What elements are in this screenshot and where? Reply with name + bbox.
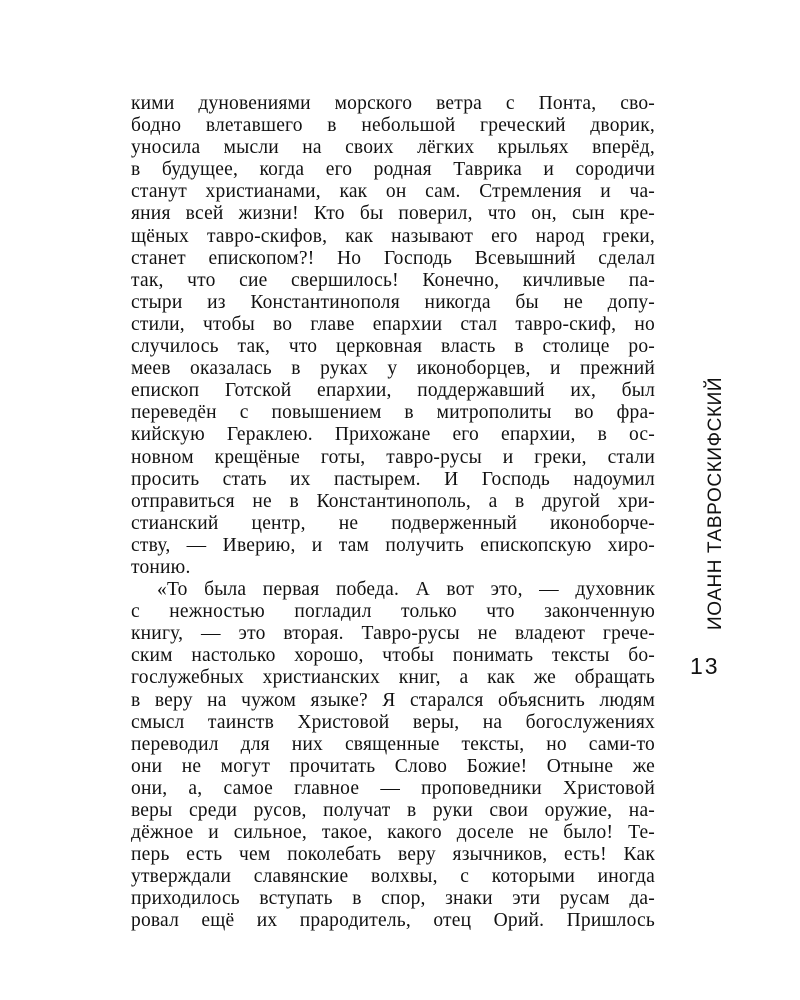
text-line: переводил для них священные тексты, но сами-то	[131, 733, 655, 755]
text-line: уносила мысли на своих лёгких крыльях вперёд,	[131, 137, 655, 159]
text-line: просить стать их пастырем. И Господь надоумил	[131, 468, 655, 490]
body-text	[131, 93, 655, 933]
text-line: гослужебных христианских книг, а как же обращать	[131, 667, 655, 689]
text-line: яния всей жизни! Кто бы поверил, что он, сын кре-	[131, 203, 655, 225]
text-line: переведён с повышением в митрополиты во фра-	[131, 402, 655, 424]
text-line: стианский центр, не подверженный иконоборче-	[131, 512, 655, 534]
text-line: епископ Готской епархии, поддержавший их, был	[131, 380, 655, 402]
text-line: веры среди русов, получат в руки свои оружие, на-	[131, 800, 655, 821]
text-line: случилось так, что церковная власть в столице ро-	[131, 336, 655, 358]
text-line: щёных тавро-скифов, как называют его народ греки,	[131, 225, 655, 247]
text-line: они, а, самое главное — проповедники Христовой	[131, 777, 655, 799]
text-line: ским настолько хорошо, чтобы понимать тексты бо-	[131, 645, 655, 667]
text-line: ровал ещё их прародитель, отец Орий. Пришлось	[131, 910, 655, 932]
text-line: стили, чтобы во главе епархии стал тавро-скиф, но	[131, 313, 655, 335]
text-line: в будущее, когда его родная Таврика и сородичи	[131, 159, 655, 181]
text-line: перь есть чем поколебать веру язычников, есть! Как	[131, 844, 655, 866]
running-title: ИОАНН ТАВРОСКИФСКИЙ	[705, 376, 726, 630]
text-line: кими дуновениями морского ветра с Понта, сво-	[131, 93, 655, 114]
text-line: ству, — Иверию, и там получить епископскую хиро-	[131, 534, 655, 556]
text-line: дёжное и сильное, такое, какого доселе не было! Те-	[131, 822, 655, 844]
text-line: в веру на чужом языке? Я старался объяснить людям	[131, 689, 655, 711]
text-line: бодно влетавшего в небольшой греческий дворик,	[131, 115, 655, 137]
text-line: приходилось вступать в спор, знаки эти русам да-	[131, 888, 655, 910]
text-line: стыри из Константинополя никогда бы не допу-	[131, 291, 655, 313]
paragraph	[131, 579, 655, 933]
text-line: кийскую Гераклею. Прихожане его епархии, в ос-	[131, 424, 655, 446]
text-line: с нежностью погладил только что законченную	[131, 601, 655, 623]
page-number: 13	[690, 653, 720, 679]
paragraph	[131, 93, 655, 579]
text-line: меев оказалась в руках у иконоборцев, и прежний	[131, 358, 655, 380]
text-line: «То была первая победа. А вот это, — духовник	[157, 579, 655, 601]
text-line: книгу, — это вторая. Тавро-русы не владеют грече-	[131, 623, 655, 645]
text-line: новном крещёные готы, тавро-русы и греки, стали	[131, 446, 655, 468]
text-line: тонию.	[131, 556, 191, 578]
text-line: станет епископом?! Но Господь Всевышний сделал	[131, 247, 655, 269]
text-line: они не могут прочитать Слово Божие! Отныне же	[131, 755, 655, 777]
text-line: утверждали славянские волхвы, с которыми иногда	[131, 866, 655, 888]
text-line: смысл таинств Христовой веры, на богослужениях	[131, 711, 655, 733]
text-line: станут христианами, как он сам. Стремления и ча-	[131, 181, 655, 203]
text-line: отправиться не в Константинополь, а в другой хри-	[131, 490, 655, 512]
text-line: так, что сие свершилось! Конечно, кичливые па-	[131, 269, 655, 291]
